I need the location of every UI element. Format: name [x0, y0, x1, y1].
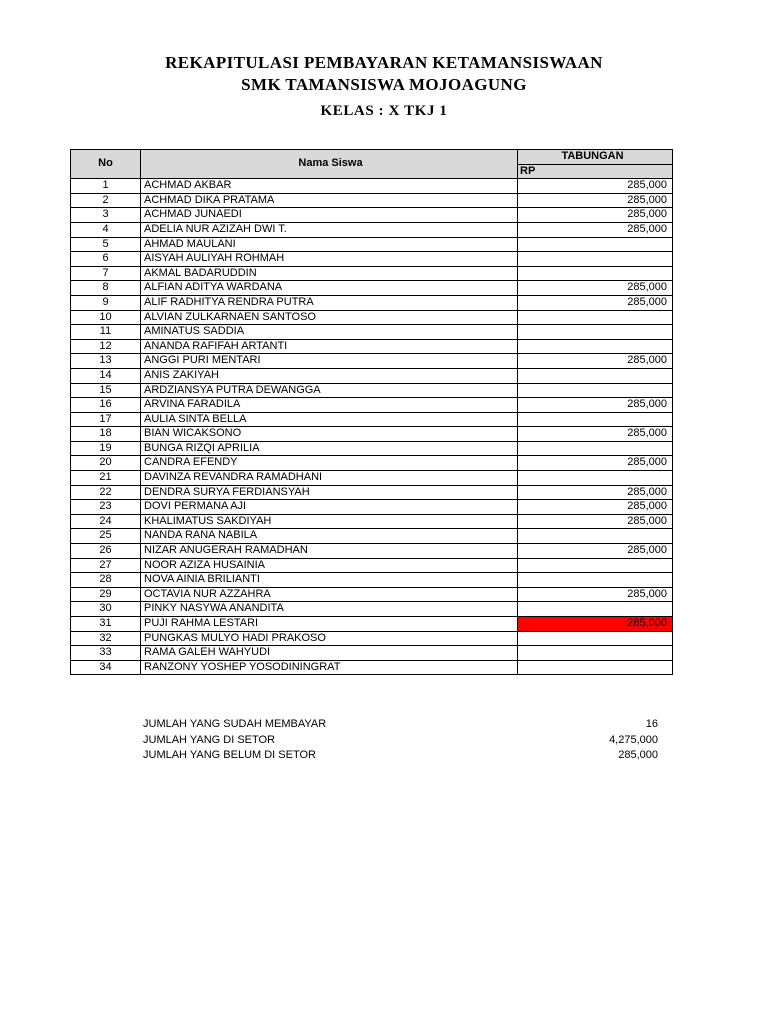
row-number: 29 [71, 587, 141, 602]
student-name: ANANDA RAFIFAH ARTANTI [141, 339, 518, 354]
student-name: ARVINA FARADILA [141, 398, 518, 413]
document-header [0, 52, 768, 122]
table-row [71, 500, 673, 515]
row-number: 13 [71, 354, 141, 369]
row-number: 22 [71, 485, 141, 500]
row-number: 25 [71, 529, 141, 544]
row-number: 9 [71, 295, 141, 310]
table-row [71, 354, 673, 369]
student-name: AISYAH AULIYAH ROHMAH [141, 252, 518, 267]
row-number: 27 [71, 558, 141, 573]
savings-amount [518, 646, 673, 661]
savings-amount [518, 368, 673, 383]
savings-amount: 285,000 [518, 427, 673, 442]
table-row [71, 587, 673, 602]
savings-amount [518, 412, 673, 427]
row-number: 1 [71, 179, 141, 194]
header-tabungan: TABUNGAN [518, 150, 673, 165]
row-number: 33 [71, 646, 141, 661]
table-row [71, 208, 673, 223]
savings-amount [518, 325, 673, 340]
row-number: 23 [71, 500, 141, 515]
savings-amount [518, 529, 673, 544]
summary-value: 16 [645, 718, 658, 730]
row-number: 20 [71, 456, 141, 471]
student-name: ALVIAN ZULKARNAEN SANTOSO [141, 310, 518, 325]
row-number: 3 [71, 208, 141, 223]
summary-row [143, 717, 658, 733]
savings-amount [518, 441, 673, 456]
student-name: ACHMAD AKBAR [141, 179, 518, 194]
student-name: ACHMAD DIKA PRATAMA [141, 193, 518, 208]
student-name: DOVI PERMANA AJI [141, 500, 518, 515]
row-number: 14 [71, 368, 141, 383]
savings-amount [518, 631, 673, 646]
student-name: OCTAVIA NUR AZZAHRA [141, 587, 518, 602]
student-name: ADELIA NUR AZIZAH DWI T. [141, 222, 518, 237]
savings-amount: 285,000 [518, 354, 673, 369]
table-row [71, 281, 673, 296]
table-row [71, 544, 673, 559]
student-name: ANGGI PURI MENTARI [141, 354, 518, 369]
table-row [71, 456, 673, 471]
table-row [71, 514, 673, 529]
row-number: 21 [71, 471, 141, 486]
savings-amount [518, 471, 673, 486]
table-row [71, 339, 673, 354]
document-title: REKAPITULASI PEMBAYARAN KETAMANSISWAAN [165, 53, 603, 72]
row-number: 7 [71, 266, 141, 281]
table-row [71, 558, 673, 573]
savings-amount [518, 339, 673, 354]
savings-amount: 285,000 [518, 193, 673, 208]
header-name: Nama Siswa [141, 150, 518, 179]
student-name: NOVA AINIA BRILIANTI [141, 573, 518, 588]
table-row [71, 602, 673, 617]
student-name: CANDRA EFENDY [141, 456, 518, 471]
summary-label: JUMLAH YANG DI SETOR [143, 733, 276, 746]
summary-row [143, 733, 658, 749]
table-row [71, 295, 673, 310]
table-row [71, 266, 673, 281]
row-number: 5 [71, 237, 141, 252]
savings-amount [518, 383, 673, 398]
row-number: 10 [71, 310, 141, 325]
table-row [71, 617, 673, 632]
row-number: 24 [71, 514, 141, 529]
header-no: No [71, 150, 141, 179]
savings-amount: 285,000 [518, 456, 673, 471]
table-row [71, 471, 673, 486]
table-row [71, 368, 673, 383]
savings-amount [518, 266, 673, 281]
table-row [71, 427, 673, 442]
row-number: 8 [71, 281, 141, 296]
savings-amount: 285,000 [518, 179, 673, 194]
savings-amount: 285,000 [518, 398, 673, 413]
student-name: NIZAR ANUGERAH RAMADHAN [141, 544, 518, 559]
row-number: 19 [71, 441, 141, 456]
savings-amount [518, 558, 673, 573]
summary-row [143, 748, 658, 764]
row-number: 2 [71, 193, 141, 208]
student-name: PUNGKAS MULYO HADI PRAKOSO [141, 631, 518, 646]
savings-amount: 285,000 [518, 281, 673, 296]
row-number: 4 [71, 222, 141, 237]
student-name: AULIA SINTA BELLA [141, 412, 518, 427]
summary-value: 4,275,000 [609, 733, 658, 746]
row-number: 6 [71, 252, 141, 267]
savings-amount: 285,000 [518, 295, 673, 310]
student-name: ACHMAD JUNAEDI [141, 208, 518, 223]
table-row [71, 222, 673, 237]
table-row [71, 252, 673, 267]
table-row [71, 325, 673, 340]
table-row [71, 310, 673, 325]
savings-amount: 285,000 [518, 617, 673, 632]
class-label: KELAS : X TKJ 1 [320, 103, 448, 119]
student-name: DAVINZA REVANDRA RAMADHANI [141, 471, 518, 486]
savings-amount [518, 237, 673, 252]
student-name: RAMA GALEH WAHYUDI [141, 646, 518, 661]
table-row [71, 179, 673, 194]
savings-amount [518, 310, 673, 325]
table-row [71, 193, 673, 208]
savings-amount: 285,000 [518, 208, 673, 223]
student-name: KHALIMATUS SAKDIYAH [141, 514, 518, 529]
savings-amount [518, 573, 673, 588]
summary-label: JUMLAH YANG BELUM DI SETOR [143, 749, 316, 761]
table-row [71, 383, 673, 398]
student-name: DENDRA SURYA FERDIANSYAH [141, 485, 518, 500]
row-number: 31 [71, 617, 141, 632]
row-number: 15 [71, 383, 141, 398]
table-row [71, 573, 673, 588]
savings-amount [518, 660, 673, 675]
savings-amount: 285,000 [518, 485, 673, 500]
student-name: AHMAD MAULANI [141, 237, 518, 252]
student-name: ARDZIANSYA PUTRA DEWANGGA [141, 383, 518, 398]
summary-block [143, 717, 658, 764]
table-row [71, 631, 673, 646]
table-row [71, 441, 673, 456]
savings-amount [518, 252, 673, 267]
table-row [71, 237, 673, 252]
student-name: NANDA RANA NABILA [141, 529, 518, 544]
savings-amount: 285,000 [518, 514, 673, 529]
table-row [71, 412, 673, 427]
student-name: BIAN WICAKSONO [141, 427, 518, 442]
savings-amount: 285,000 [518, 500, 673, 515]
row-number: 11 [71, 325, 141, 340]
school-name: SMK TAMANSISWA MOJOAGUNG [241, 75, 527, 94]
row-number: 30 [71, 602, 141, 617]
savings-amount: 285,000 [518, 587, 673, 602]
row-number: 12 [71, 339, 141, 354]
savings-amount: 285,000 [518, 222, 673, 237]
row-number: 26 [71, 544, 141, 559]
payment-table [70, 149, 673, 675]
row-number: 16 [71, 398, 141, 413]
student-name: ALIF RADHITYA RENDRA PUTRA [141, 295, 518, 310]
header-rp: RP [518, 164, 673, 179]
student-name: ALFIAN ADITYA WARDANA [141, 281, 518, 296]
table-row [71, 646, 673, 661]
student-name: NOOR AZIZA HUSAINIA [141, 558, 518, 573]
table-row [71, 660, 673, 675]
student-name: AKMAL BADARUDDIN [141, 266, 518, 281]
savings-amount [518, 602, 673, 617]
row-number: 28 [71, 573, 141, 588]
row-number: 34 [71, 660, 141, 675]
summary-label: JUMLAH YANG SUDAH MEMBAYAR [143, 718, 327, 730]
row-number: 32 [71, 631, 141, 646]
row-number: 18 [71, 427, 141, 442]
table-row [71, 398, 673, 413]
table-row [71, 485, 673, 500]
student-name: AMINATUS SADDIA [141, 325, 518, 340]
table-body [71, 179, 673, 675]
student-name: RANZONY YOSHEP YOSODININGRAT [141, 660, 518, 675]
student-name: PUJI RAHMA LESTARI [141, 617, 518, 632]
student-name: ANIS ZAKIYAH [141, 368, 518, 383]
table-row [71, 529, 673, 544]
student-name: BUNGA RIZQI APRILIA [141, 441, 518, 456]
student-name: PINKY NASYWA ANANDITA [141, 602, 518, 617]
row-number: 17 [71, 412, 141, 427]
summary-value: 285,000 [618, 749, 658, 761]
savings-amount: 285,000 [518, 544, 673, 559]
